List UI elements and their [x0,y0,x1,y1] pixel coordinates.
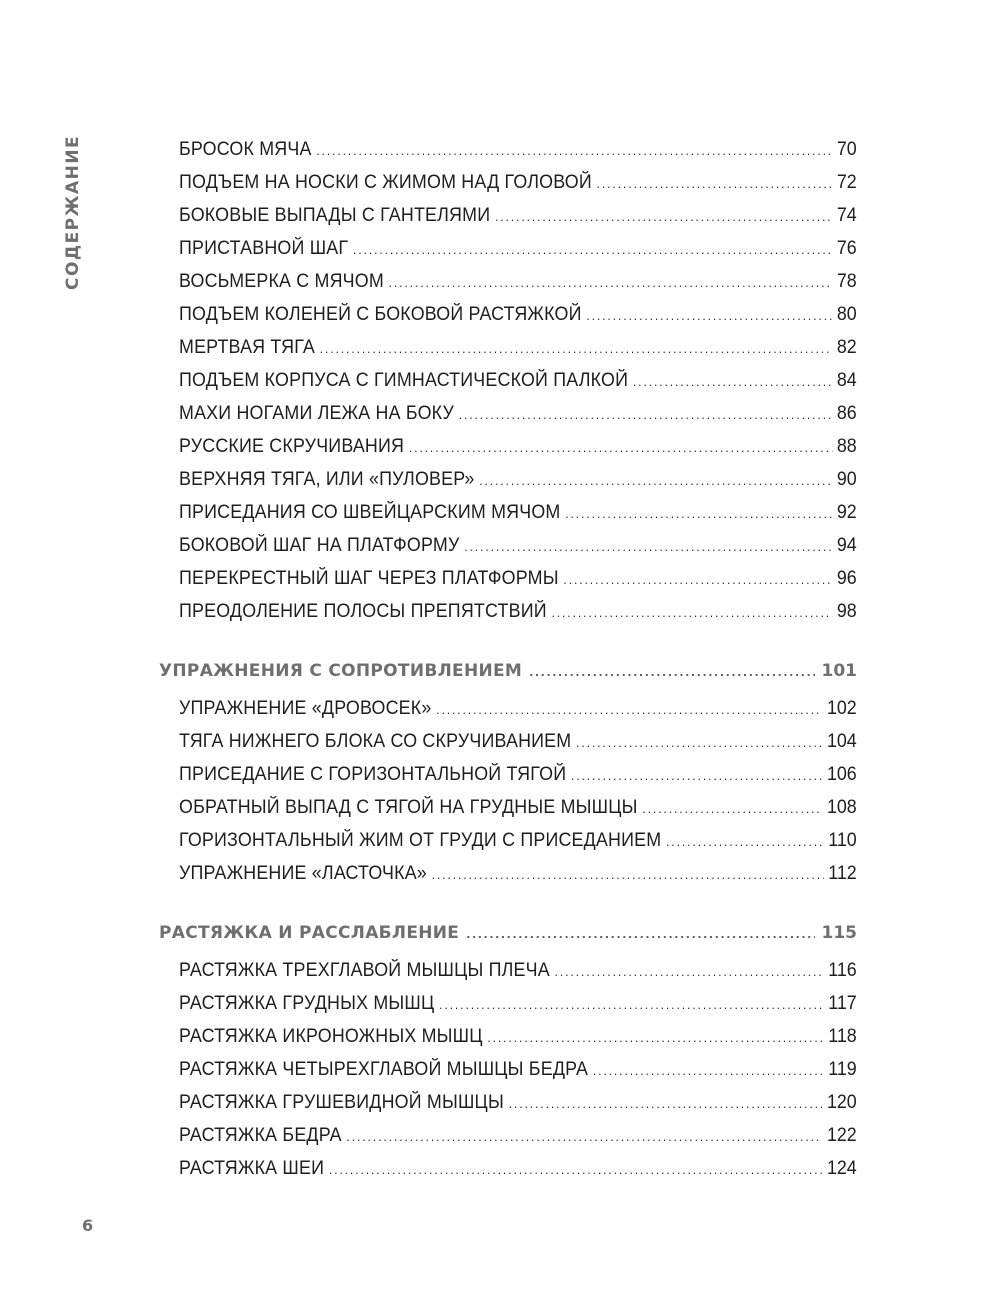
section-page: 101 [821,661,857,681]
toc-entry[interactable] [179,863,857,893]
toc-entry-title: РУССКИЕ СКРУЧИВАНИЯ [179,436,405,457]
toc-entry-title: РАСТЯЖКА ЧЕТЫРЕХГЛАВОЙ МЫШЦЫ БЕДРА [179,1059,589,1080]
toc-entry-page: 78 [836,271,857,292]
toc-entry-page: 82 [836,337,857,358]
toc-entry[interactable] [179,698,857,728]
toc-entry-page: 80 [836,304,857,325]
dot-leader [666,834,824,849]
toc-entry-title: ПРИСЕДАНИЕ С ГОРИЗОНТАЛЬНОЙ ТЯГОЙ [179,764,567,785]
toc-entry[interactable] [179,502,857,532]
toc-entry-page: 84 [836,370,857,391]
dot-leader [346,1129,822,1144]
toc-entry[interactable] [179,1158,857,1188]
toc-entry-page: 72 [836,172,857,193]
dot-leader [495,209,832,224]
toc-entry[interactable] [179,830,857,860]
dot-leader [432,867,824,882]
dot-leader [642,801,822,816]
toc-entry[interactable] [179,960,857,990]
dot-leader [563,572,832,587]
toc-entry-page: 86 [836,403,857,424]
toc-entry-title: ГОРИЗОНТАЛЬНЫЙ ЖИМ ОТ ГРУДИ С ПРИСЕДАНИЕМ [179,830,662,851]
toc-entry-page: 108 [826,797,857,818]
toc-entry[interactable] [179,731,857,761]
toc-entry[interactable] [179,370,857,400]
dot-leader [464,539,832,554]
toc-entry-title: ПОДЪЕМ КОРПУСА С ГИМНАСТИЧЕСКОЙ ПАЛКОЙ [179,370,629,391]
dot-leader [633,374,832,389]
toc-entry-title: ВЕРХНЯЯ ТЯГА, ИЛИ «ПУЛОВЕР» [179,469,475,490]
toc-entry-title: РАСТЯЖКА ГРУШЕВИДНОЙ МЫШЦЫ [179,1092,504,1113]
toc-entry-title: РАСТЯЖКА БЕДРА [179,1125,342,1146]
toc-entry-page: 92 [836,502,857,523]
toc-entry-page: 119 [828,1059,857,1080]
toc-section-heading[interactable] [159,661,857,691]
toc-entry-page: 106 [826,764,857,785]
toc-entry[interactable] [179,139,857,169]
toc-entry-title: ПРЕОДОЛЕНИЕ ПОЛОСЫ ПРЕПЯТСТВИЙ [179,601,547,622]
toc-entry-page: 104 [826,731,857,752]
dot-leader [529,666,814,679]
toc-entry-page: 116 [828,960,857,981]
toc-entry-title: БОКОВОЙ ШАГ НА ПЛАТФОРМУ [179,535,460,556]
toc-entry-title: ТЯГА НИЖНЕГО БЛОКА СО СКРУЧИВАНИЕМ [179,731,572,752]
dot-leader [459,407,832,422]
dot-leader [509,1096,823,1111]
toc-entry-page: 90 [836,469,857,490]
toc-entry-page: 120 [826,1092,857,1113]
toc-entry-page: 98 [836,601,857,622]
toc-entry[interactable] [179,993,857,1023]
toc-entry[interactable] [179,568,857,598]
toc-entry-title: ВОСЬМЕРКА С МЯЧОМ [179,271,384,292]
toc-entry-title: ОБРАТНЫЙ ВЫПАД С ТЯГОЙ НА ГРУДНЫЕ МЫШЦЫ [179,797,638,818]
dot-leader [389,275,833,290]
dot-leader [479,473,832,488]
toc-entry[interactable] [179,601,857,631]
dot-leader [436,702,822,717]
dot-leader [487,1030,823,1045]
toc-entry-page: 88 [836,436,857,457]
toc-entry-page: 102 [826,698,857,719]
dot-leader [320,341,833,356]
dot-leader [316,143,832,158]
toc-entry[interactable] [179,535,857,565]
dot-leader [439,997,823,1012]
toc-entry-page: 110 [828,830,857,851]
toc-entry-title: МЕРТВАЯ ТЯГА [179,337,315,358]
section-page: 115 [821,923,857,943]
toc-entry-page: 124 [826,1158,857,1179]
toc-entry[interactable] [179,1026,857,1056]
dot-leader [586,308,832,323]
dot-leader [353,242,832,257]
side-section-title: СОДЕРЖАНИЕ [63,134,83,290]
toc-entry[interactable] [179,271,857,301]
section-title: РАСТЯЖКА И РАССЛАБЛЕНИЕ [159,923,460,943]
toc-entry-title: БОКОВЫЕ ВЫПАДЫ С ГАНТЕЛЯМИ [179,205,491,226]
toc-entry[interactable] [179,797,857,827]
dot-leader [593,1063,824,1078]
toc-entry-title: РАСТЯЖКА ГРУДНЫХ МЫШЦ [179,993,435,1014]
dot-leader [571,768,822,783]
toc-entry-title: ПОДЪЕМ КОЛЕНЕЙ С БОКОВОЙ РАСТЯЖКОЙ [179,304,582,325]
toc-entry-title: ПЕРЕКРЕСТНЫЙ ШАГ ЧЕРЕЗ ПЛАТФОРМЫ [179,568,559,589]
toc-entry-page: 112 [828,863,857,884]
toc-entry[interactable] [179,337,857,367]
dot-leader [597,176,833,191]
toc-entry-title: УПРАЖНЕНИЕ «ЛАСТОЧКА» [179,863,427,884]
toc-entry[interactable] [179,238,857,268]
dot-leader [565,506,832,521]
dot-leader [409,440,832,455]
toc-entry-page: 122 [826,1125,857,1146]
toc-entry[interactable] [179,1092,857,1122]
dot-leader [555,964,824,979]
page-number: 6 [82,1216,94,1235]
toc-entry[interactable] [179,436,857,466]
toc-entry-page: 96 [836,568,857,589]
toc-entry-page: 118 [828,1026,857,1047]
toc-section-heading[interactable] [159,923,857,953]
toc-entry-title: МАХИ НОГАМИ ЛЕЖА НА БОКУ [179,403,455,424]
toc-entry-page: 94 [836,535,857,556]
toc-entry[interactable] [179,469,857,499]
toc-entry-page: 117 [828,993,857,1014]
toc-entry[interactable] [179,403,857,433]
toc-entry-title: РАСТЯЖКА ТРЕХГЛАВОЙ МЫШЦЫ ПЛЕЧА [179,960,550,981]
section-title: УПРАЖНЕНИЯ С СОПРОТИВЛЕНИЕМ [159,661,523,681]
toc-entry-title: ПОДЪЕМ НА НОСКИ С ЖИМОМ НАД ГОЛОВОЙ [179,172,592,193]
dot-leader [551,605,832,620]
toc-entry[interactable] [179,205,857,235]
toc-entry-title: БРОСОК МЯЧА [179,139,312,160]
toc-entry[interactable] [179,172,857,202]
dot-leader [329,1162,822,1177]
toc-entry-page: 74 [836,205,857,226]
toc-entry[interactable] [179,304,857,334]
toc-entry[interactable] [179,1125,857,1155]
toc-entry[interactable] [179,764,857,794]
toc-entry-title: РАСТЯЖКА ШЕИ [179,1158,325,1179]
toc-entry[interactable] [179,1059,857,1089]
toc-entry-title: ПРИСТАВНОЙ ШАГ [179,238,349,259]
toc-entry-title: РАСТЯЖКА ИКРОНОЖНЫХ МЫШЦ [179,1026,483,1047]
toc-entry-title: ПРИСЕДАНИЯ СО ШВЕЙЦАРСКИМ МЯЧОМ [179,502,561,523]
toc-entry-page: 76 [836,238,857,259]
dot-leader [466,928,814,941]
toc-entry-title: УПРАЖНЕНИЕ «ДРОВОСЕК» [179,698,432,719]
dot-leader [576,735,822,750]
toc-entry-page: 70 [836,139,857,160]
